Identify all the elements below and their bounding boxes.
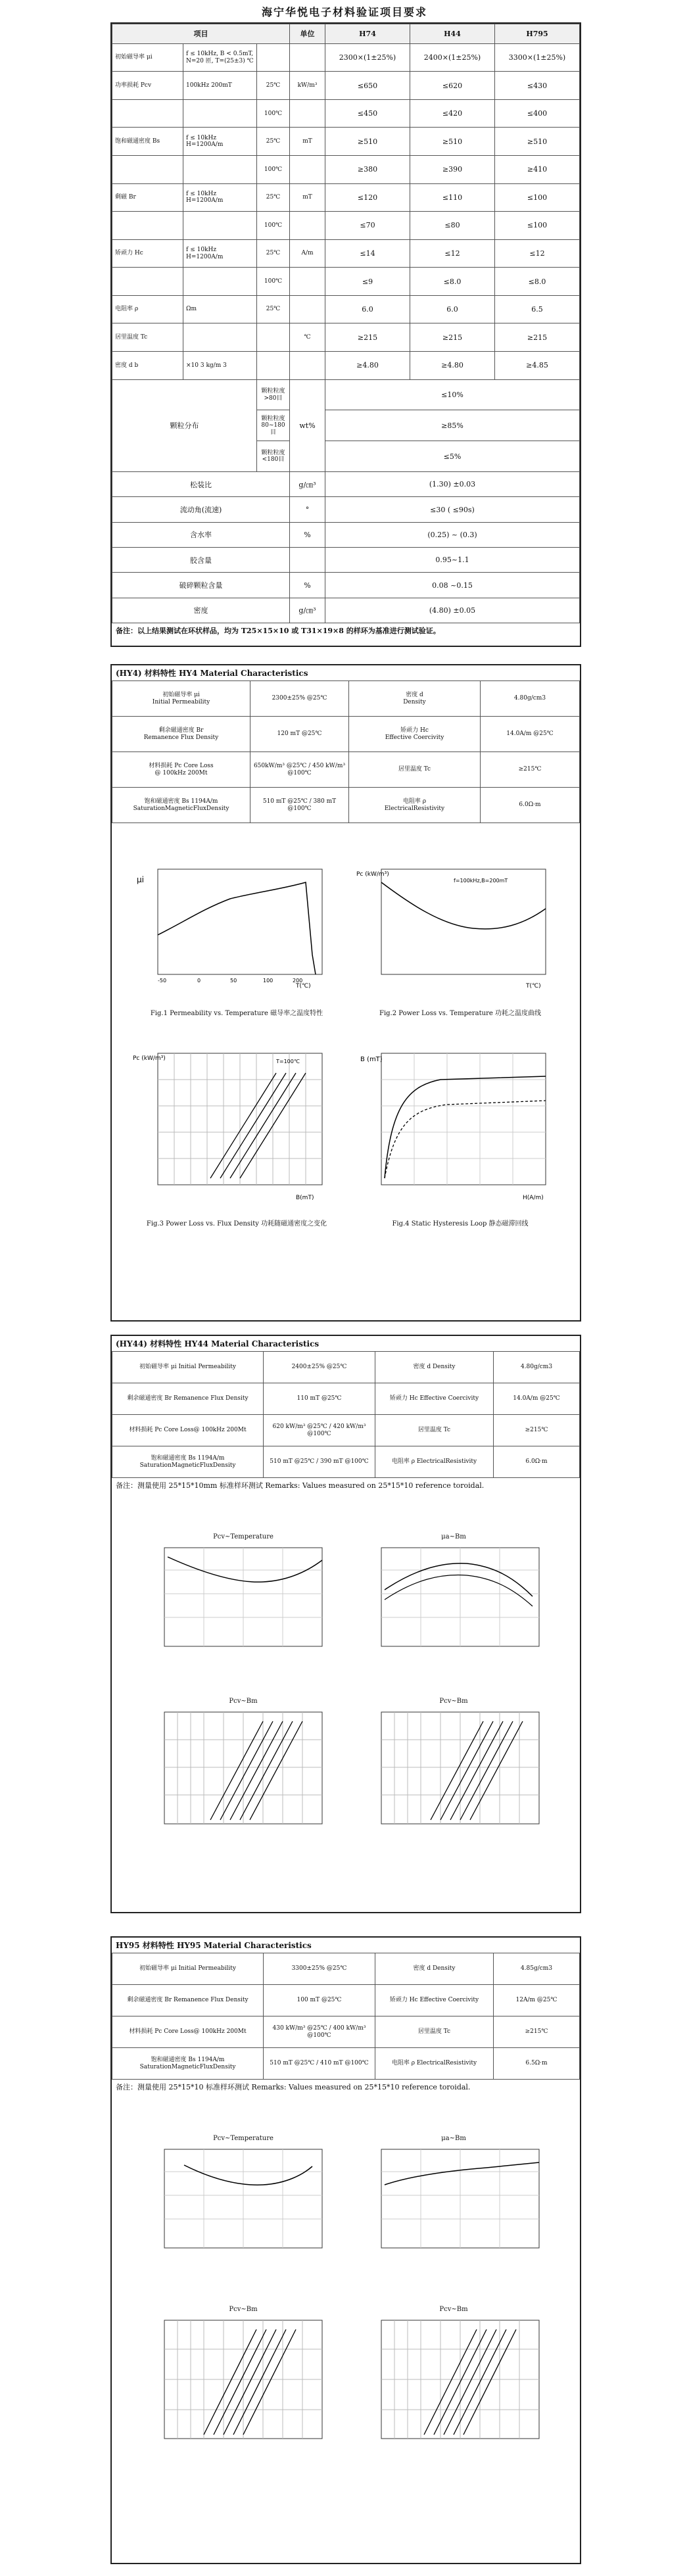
- extra-value: (1.30) ±0.03: [325, 472, 580, 497]
- spec-value: ≤80: [410, 212, 495, 240]
- h95-value: 3300±25% @25℃: [264, 1953, 375, 1985]
- spec-condition: ×10 3 kg/m 3: [183, 351, 257, 379]
- spec-condition: [183, 156, 257, 184]
- h74-fig1-chart: [131, 863, 342, 1001]
- extra-unit: %: [290, 573, 325, 598]
- h74-row: [112, 717, 580, 752]
- h44-rvalue: 4.80g/cm3: [494, 1352, 580, 1383]
- spec-value: ≤110: [410, 183, 495, 212]
- h74-section: [110, 664, 581, 1322]
- spec-value: ≤100: [494, 183, 579, 212]
- h74-fig3-caption: Fig.3 Power Loss vs. Flux Density 功耗随磁通密度之变化: [146, 1220, 327, 1228]
- col-h74: H74: [325, 24, 410, 44]
- spec-unit: mT: [290, 128, 325, 156]
- h44-label: 饱和磁通密度 Bs 1194A/m SaturationMagneticFluxDensity: [112, 1446, 264, 1478]
- extra-name: 松装比: [112, 472, 290, 497]
- h74-label: 初始磁导率 μi: [162, 692, 200, 699]
- spec-value: 2400×(1±25%): [410, 43, 495, 72]
- spec-value: 2300×(1±25%): [325, 43, 410, 72]
- spec-condition: f ≤ 10kHz, B < 0.5mT, N=20 匝, T=(25±3) ℃: [183, 43, 257, 72]
- spec-value: ≥510: [494, 128, 579, 156]
- spec-row: [112, 183, 580, 212]
- extra-value: 0.08 ~0.15: [325, 573, 580, 598]
- h95-rvalue: 12A/m @25℃: [494, 1985, 580, 2016]
- svg-text:T(℃): T(℃): [296, 983, 311, 990]
- h95-value: 100 mT @25℃: [264, 1985, 375, 2016]
- h74-fig2-chart: [355, 863, 565, 1001]
- h95-value: 510 mT @25℃ / 410 mT @100℃: [264, 2048, 375, 2080]
- spec-name: 功率损耗 Pcv: [112, 72, 183, 100]
- svg-text:T(℃): T(℃): [526, 983, 541, 990]
- spec-condition: [183, 268, 257, 296]
- spec-name: 电阻率 ρ: [112, 295, 183, 323]
- spec-table: [112, 24, 580, 623]
- extra-row: [112, 522, 580, 547]
- spec-value: ≥380: [325, 156, 410, 184]
- spec-value: ≤620: [410, 72, 495, 100]
- h74-rvalue: ≥215℃: [481, 752, 580, 788]
- spec-condition: f ≤ 10kHz H=1200A/m: [183, 128, 257, 156]
- h74-rlabel: 密度 d: [406, 692, 423, 699]
- spec-value: ≤12: [410, 239, 495, 268]
- svg-text:Pc (kW/m³): Pc (kW/m³): [133, 1055, 166, 1062]
- spec-row: [112, 156, 580, 184]
- spec-row: [112, 351, 580, 379]
- h44-g3-chart: [138, 1708, 335, 1840]
- spec-table-block: [110, 22, 581, 647]
- spec-value: ≤14: [325, 239, 410, 268]
- extra-name: 含水率: [112, 522, 290, 547]
- h95-rlabel: 电阻率 ρ ElectricalResistivity: [375, 2048, 494, 2080]
- spec-unit: [290, 268, 325, 296]
- h74-fig3-chart: [131, 1047, 342, 1211]
- extra-rows: [112, 472, 580, 623]
- h95-rvalue: ≥215℃: [494, 2016, 580, 2048]
- h74-rlabel: 电阻率 ρ: [402, 798, 427, 805]
- h44-g3-title: Pcv~Bm: [229, 1698, 258, 1705]
- h74-label-en: @ 100kHz 200Mt: [154, 769, 208, 776]
- h74-fig4-caption: Fig.4 Static Hysteresis Loop 静态磁滞回线: [392, 1220, 529, 1228]
- spec-temp: [257, 351, 290, 379]
- h74-label-cell: [112, 752, 250, 788]
- spec-row: [112, 268, 580, 296]
- extra-name: 密度: [112, 598, 290, 623]
- h44-label: 初始磁导率 μi Initial Permeability: [112, 1352, 264, 1383]
- h74-rvalue: 4.80g/cm3: [481, 681, 580, 717]
- extra-row: [112, 497, 580, 522]
- spec-value: ≥510: [325, 128, 410, 156]
- spec-value: ≤120: [325, 183, 410, 212]
- h95-rvalue: 6.5Ω·m: [494, 2048, 580, 2080]
- h74-rlabel-en: Effective Coercivity: [385, 734, 444, 741]
- spec-value: ≤100: [494, 212, 579, 240]
- spec-temp: 100℃: [257, 212, 290, 240]
- svg-text:Pc (kW/m³): Pc (kW/m³): [356, 871, 389, 878]
- h44-row: [112, 1446, 580, 1478]
- spec-value: ≥4.80: [325, 351, 410, 379]
- svg-text:100: 100: [263, 978, 273, 984]
- col-h44: H44: [410, 24, 495, 44]
- spec-condition: [183, 99, 257, 128]
- extra-unit: g/㎝³: [290, 472, 325, 497]
- spec-condition: [183, 323, 257, 352]
- spec-name: 矫顽力 Hc: [112, 239, 183, 268]
- extra-row: [112, 548, 580, 573]
- h74-label-cell: [112, 681, 250, 717]
- spec-value: 6.5: [494, 295, 579, 323]
- h44-label: 剩余磁通密度 Br Remanence Flux Density: [112, 1383, 264, 1415]
- col-h795: H795: [494, 24, 579, 44]
- spec-value: ≥410: [494, 156, 579, 184]
- svg-text:0: 0: [197, 978, 201, 984]
- h74-label: 饱和磁通密度 Bs 1194A/m: [144, 798, 218, 805]
- spec-value: 6.0: [325, 295, 410, 323]
- spec-unit: ℃: [290, 323, 325, 352]
- h95-table: [112, 1953, 580, 2080]
- spec-value: 3300×(1±25%): [494, 43, 579, 72]
- h95-note: 备注：测量使用 25*15*10 标准样环测试 Remarks: Values measured on 25*15*10 reference toroidal.: [116, 2083, 471, 2091]
- h44-rvalue: ≥215℃: [494, 1415, 580, 1446]
- spec-condition: f ≤ 10kHz H=1200A/m: [183, 239, 257, 268]
- spec-name: 饱和磁通密度 Bs: [112, 128, 183, 156]
- extra-name: 流动角(流速): [112, 497, 290, 522]
- h74-value: 120 mT @25℃: [250, 717, 349, 752]
- h95-rlabel: 居里温度 Tc: [375, 2016, 494, 2048]
- h44-value: 110 mT @25℃: [264, 1383, 375, 1415]
- spec-note: 备注：以上结果测试在环状样品，均为 T25×15×10 或 T31×19×8 的样环为基准进行测试验证。: [116, 627, 440, 635]
- extra-value: (4.80) ±0.05: [325, 598, 580, 623]
- extra-value: ≤30 ( ≤90s): [325, 497, 580, 522]
- h44-value: 510 mT @25℃ / 390 mT @100℃: [264, 1446, 375, 1478]
- h95-g4-chart: [355, 2316, 552, 2461]
- h44-row: [112, 1415, 580, 1446]
- spec-name: [112, 99, 183, 128]
- h74-rlabel-cell: [349, 752, 481, 788]
- spec-value: ≤9: [325, 268, 410, 296]
- h44-table: [112, 1351, 580, 1478]
- spec-condition: [183, 212, 257, 240]
- h74-value: 2300±25% @25℃: [250, 681, 349, 717]
- h74-rlabel-en: Density: [403, 698, 426, 705]
- spec-value: ≥215: [410, 323, 495, 352]
- spec-value: ≤650: [325, 72, 410, 100]
- h95-label: 饱和磁通密度 Bs 1194A/m SaturationMagneticFluxDensity: [112, 2048, 264, 2080]
- h44-g4-title: Pcv~Bm: [439, 1698, 468, 1705]
- h44-value: 620 kW/m³ @25℃ / 420 kW/m³ @100℃: [264, 1415, 375, 1446]
- h74-label-en: SaturationMagneticFluxDensity: [133, 805, 229, 812]
- h44-rlabel: 密度 d Density: [375, 1352, 494, 1383]
- h74-rlabel: 居里温度 Tc: [398, 766, 431, 773]
- h44-g4-chart: [355, 1708, 552, 1840]
- spec-unit: mT: [290, 183, 325, 212]
- h74-label-cell: [112, 788, 250, 823]
- spec-value: ≥390: [410, 156, 495, 184]
- h95-g4-title: Pcv~Bm: [439, 2306, 468, 2313]
- h95-g2-chart: [355, 2145, 552, 2264]
- extra-unit: °: [290, 497, 325, 522]
- h74-fig2-caption: Fig.2 Power Loss vs. Temperature 功耗之温度曲线: [379, 1010, 541, 1017]
- h74-rlabel-cell: [349, 788, 481, 823]
- spec-value: ≤8.0: [410, 268, 495, 296]
- spec-value: ≥215: [494, 323, 579, 352]
- h44-rlabel: 电阻率 ρ ElectricalResistivity: [375, 1446, 494, 1478]
- h95-g1-chart: [138, 2145, 335, 2264]
- h44-row: [112, 1352, 580, 1383]
- h74-label: 剩余磁通密度 Br: [158, 727, 204, 734]
- h74-label-en: Remanence Flux Density: [143, 734, 219, 741]
- spec-name: 剩磁 Br: [112, 183, 183, 212]
- spec-name: [112, 156, 183, 184]
- svg-text:B(mT): B(mT): [296, 1195, 314, 1201]
- h95-row: [112, 2016, 580, 2048]
- h44-section: [110, 1335, 581, 1913]
- extra-value: (0.25) ~ (0.3): [325, 522, 580, 547]
- particle-mesh: 颗粒粒度 <180目: [257, 441, 290, 472]
- spec-value: ≥510: [410, 128, 495, 156]
- h74-fig4-chart: [355, 1047, 565, 1211]
- spec-row: [112, 239, 580, 268]
- h44-label: 材料损耗 Pc Core Loss@ 100kHz 200Mt: [112, 1415, 264, 1446]
- spec-temp: 100℃: [257, 268, 290, 296]
- spec-value: ≤450: [325, 99, 410, 128]
- h95-rvalue: 4.85g/cm3: [494, 1953, 580, 1985]
- spec-row: [112, 99, 580, 128]
- spec-temp: 25℃: [257, 239, 290, 268]
- spec-value: ≥215: [325, 323, 410, 352]
- col-item: 项目: [112, 24, 290, 44]
- h74-table: [112, 680, 580, 823]
- h74-rlabel-en: ElectricalResistivity: [384, 805, 445, 812]
- page-title: 海宁华悦电子材料验证项目要求: [261, 6, 427, 18]
- extra-unit: [290, 548, 325, 573]
- h74-row: [112, 788, 580, 823]
- h95-g2-title: μa~Bm: [441, 2135, 466, 2142]
- spec-unit: [290, 295, 325, 323]
- spec-row: [112, 128, 580, 156]
- h74-rlabel-cell: [349, 681, 481, 717]
- spec-value: ≤70: [325, 212, 410, 240]
- spec-temp: [257, 323, 290, 352]
- spec-temp: 25℃: [257, 295, 290, 323]
- particle-row: [112, 379, 580, 410]
- spec-temp: 25℃: [257, 183, 290, 212]
- extra-name: 破碎颗粒含量: [112, 573, 290, 598]
- h74-rlabel: 矫顽力 Hc: [400, 727, 429, 734]
- h44-g2-chart: [355, 1544, 552, 1662]
- spec-name: 居里温度 Tc: [112, 323, 183, 352]
- h74-rvalue: 14.0A/m @25℃: [481, 717, 580, 752]
- h44-rvalue: 6.0Ω·m: [494, 1446, 580, 1478]
- h95-g1-title: Pcv~Temperature: [213, 2135, 273, 2142]
- col-unit: 单位: [290, 24, 325, 44]
- spec-condition: 100kHz 200mT: [183, 72, 257, 100]
- h95-rlabel: 密度 d Density: [375, 1953, 494, 1985]
- spec-condition: Ωm: [183, 295, 257, 323]
- svg-text:-50: -50: [158, 978, 167, 984]
- spec-rows: [112, 43, 580, 379]
- spec-unit: [290, 156, 325, 184]
- extra-unit: g/㎝³: [290, 598, 325, 623]
- spec-row: [112, 72, 580, 100]
- spec-name: [112, 212, 183, 240]
- particle-value: ≥85%: [325, 410, 580, 441]
- spec-name: 初始磁导率 μi: [112, 43, 183, 72]
- h74-label: 材料损耗 Pc Core Loss: [149, 763, 214, 770]
- spec-unit: [290, 212, 325, 240]
- spec-unit: kW/m³: [290, 72, 325, 100]
- h44-rvalue: 14.0A/m @25℃: [494, 1383, 580, 1415]
- spec-row: [112, 43, 580, 72]
- h74-title: (HY4) 材料特性 HY4 Material Characteristics: [116, 669, 308, 678]
- svg-text:B (mT): B (mT): [360, 1056, 383, 1063]
- h95-section: [110, 1936, 581, 2564]
- spec-value: ≥4.80: [410, 351, 495, 379]
- svg-text:200: 200: [293, 978, 303, 984]
- spec-unit: [290, 99, 325, 128]
- h95-title: HY95 材料特性 HY95 Material Characteristics: [116, 1941, 312, 1950]
- spec-value: ≤400: [494, 99, 579, 128]
- spec-temp: 100℃: [257, 99, 290, 128]
- h95-g3-chart: [138, 2316, 335, 2461]
- spec-unit: [290, 351, 325, 379]
- h74-row: [112, 752, 580, 788]
- spec-value: ≤8.0: [494, 268, 579, 296]
- h44-value: 2400±25% @25℃: [264, 1352, 375, 1383]
- h74-rlabel-cell: [349, 717, 481, 752]
- svg-text:H(A/m): H(A/m): [523, 1195, 544, 1201]
- extra-name: 胶含量: [112, 548, 290, 573]
- h74-label-cell: [112, 717, 250, 752]
- extra-row: [112, 573, 580, 598]
- spec-value: 6.0: [410, 295, 495, 323]
- h95-row: [112, 2048, 580, 2080]
- spec-temp: 25℃: [257, 128, 290, 156]
- particle-mesh: 颗粒粒度 80~180目: [257, 410, 290, 441]
- spec-unit: [290, 43, 325, 72]
- h44-g2-title: μa~Bm: [441, 1533, 466, 1540]
- h95-row: [112, 1953, 580, 1985]
- h74-rvalue: 6.0Ω·m: [481, 788, 580, 823]
- spec-row: [112, 323, 580, 352]
- particle-unit: wt%: [290, 379, 325, 471]
- particle-mesh: 颗粒粒度 >80目: [257, 379, 290, 410]
- particle-value: ≤5%: [325, 441, 580, 472]
- h44-rlabel: 矫顽力 Hc Effective Coercivity: [375, 1383, 494, 1415]
- spec-row: [112, 295, 580, 323]
- h95-label: 剩余磁通密度 Br Remanence Flux Density: [112, 1985, 264, 2016]
- particle-rows: [112, 379, 580, 471]
- h44-g1-chart: [138, 1544, 335, 1662]
- h74-fig3-note: T=100℃: [276, 1059, 300, 1064]
- spec-value: ≤420: [410, 99, 495, 128]
- extra-value: 0.95~1.1: [325, 548, 580, 573]
- h44-row: [112, 1383, 580, 1415]
- h44-rlabel: 居里温度 Tc: [375, 1415, 494, 1446]
- h95-g3-title: Pcv~Bm: [229, 2306, 258, 2313]
- svg-text:50: 50: [230, 978, 237, 984]
- extra-row: [112, 472, 580, 497]
- h74-fig2-note: f=100kHz,B=200mT: [454, 878, 508, 884]
- extra-row: [112, 598, 580, 623]
- spec-condition: f ≤ 10kHz H=1200A/m: [183, 183, 257, 212]
- spec-value: ≥4.85: [494, 351, 579, 379]
- extra-unit: %: [290, 522, 325, 547]
- h44-title: (HY44) 材料特性 HY44 Material Characteristics: [116, 1339, 320, 1348]
- spec-row: [112, 212, 580, 240]
- spec-temp: 25℃: [257, 72, 290, 100]
- h95-value: 430 kW/m³ @25℃ / 400 kW/m³ @100℃: [264, 2016, 375, 2048]
- particle-name: 颗粒分布: [112, 379, 257, 471]
- spec-name: [112, 268, 183, 296]
- h74-row: [112, 681, 580, 717]
- particle-value: ≤10%: [325, 379, 580, 410]
- h95-rlabel: 矫顽力 Hc Effective Coercivity: [375, 1985, 494, 2016]
- spec-value: ≤12: [494, 239, 579, 268]
- spec-name: 密度 d b: [112, 351, 183, 379]
- spec-unit: A/m: [290, 239, 325, 268]
- h95-label: 材料损耗 Pc Core Loss@ 100kHz 200Mt: [112, 2016, 264, 2048]
- h74-label-en: Initial Permeability: [152, 698, 210, 705]
- h44-note: 备注：测量使用 25*15*10mm 标准样环测试 Remarks: Values measured on 25*15*10 reference toroidal.: [116, 1481, 485, 1490]
- h95-label: 初始磁导率 μi Initial Permeability: [112, 1953, 264, 1985]
- h74-value: 510 mT @25℃ / 380 mT @100℃: [250, 788, 349, 823]
- spec-temp: 100℃: [257, 156, 290, 184]
- h44-g1-title: Pcv~Temperature: [213, 1533, 273, 1540]
- spec-temp: [257, 43, 290, 72]
- h74-value: 650kW/m³ @25℃ / 450 kW/m³ @100℃: [250, 752, 349, 788]
- spec-value: ≤430: [494, 72, 579, 100]
- h95-row: [112, 1985, 580, 2016]
- svg-text:μi: μi: [137, 875, 144, 884]
- h74-fig1-caption: Fig.1 Permeability vs. Temperature 磁导率之温度特性: [150, 1010, 323, 1017]
